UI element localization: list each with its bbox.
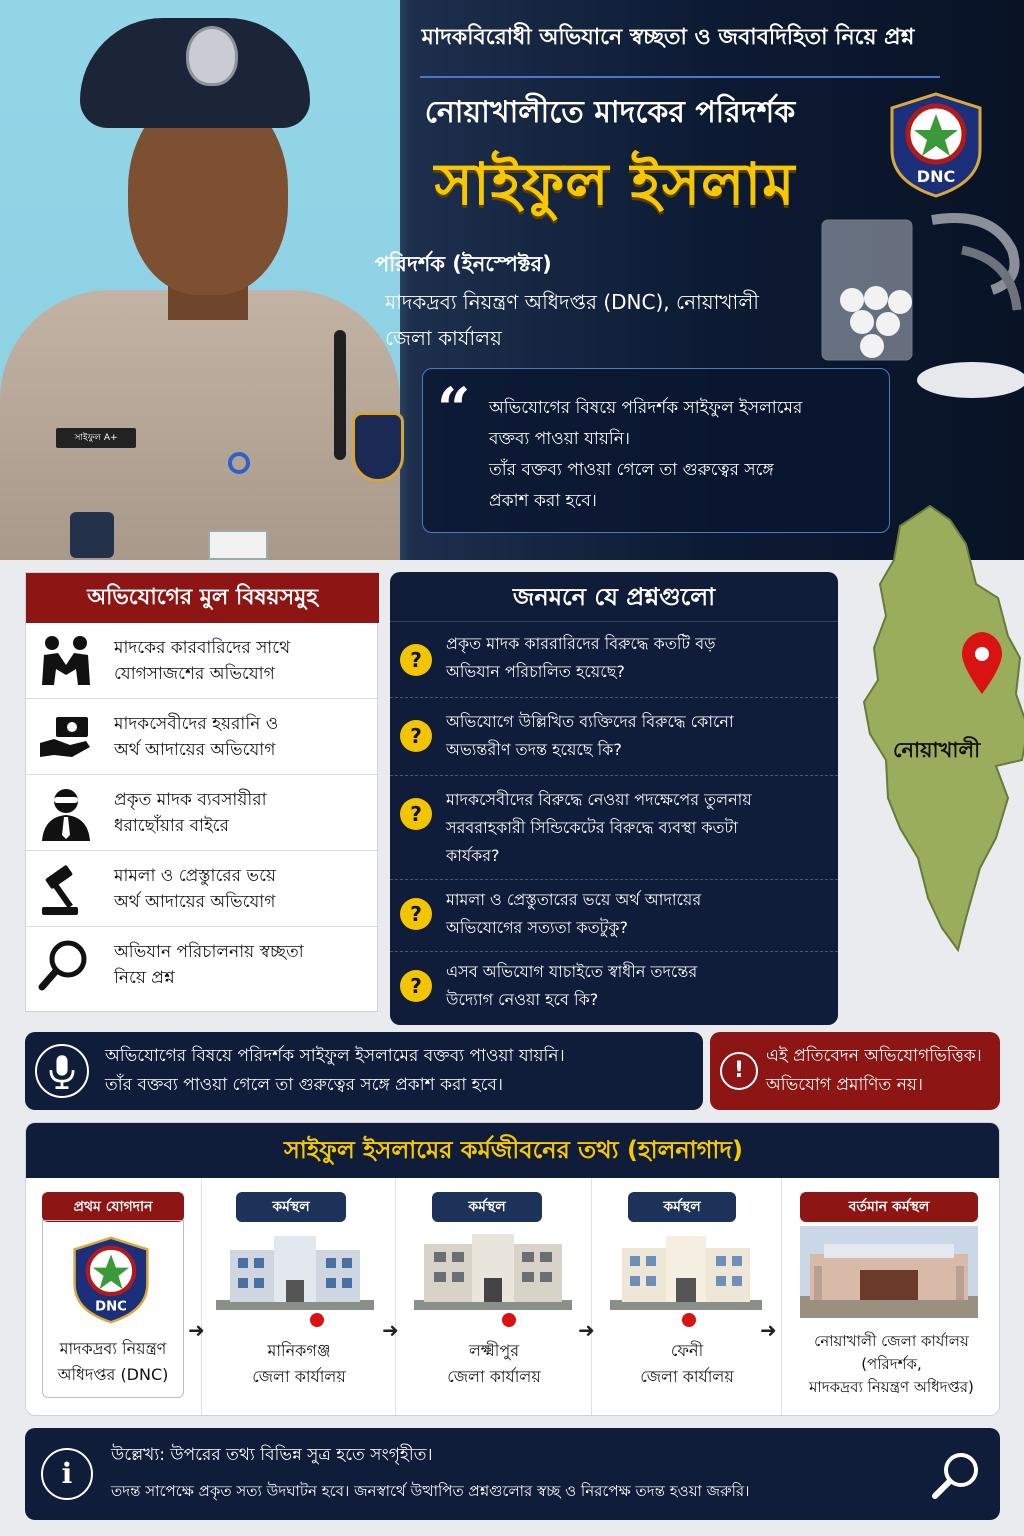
arrow-right-icon: ➜ — [382, 1318, 399, 1342]
career-stage-feni — [592, 1178, 782, 1416]
footer-line-2: তদন্ত সাপেক্ষে প্রকৃত সত্য উদঘাটন হবে। জনস্বার্থে উত্থাপিত প্রশ্নগুলোর স্বচ্ছ ও নিরপেক্ষ তদন্ত হওয়া জরুরি। — [111, 1482, 750, 1500]
disclaimer-text — [766, 1042, 996, 1100]
allegation-item — [26, 927, 379, 1003]
stage-label: প্রথম যোগদান — [42, 1192, 184, 1222]
career-title — [26, 1123, 1000, 1178]
stage-line: জেলা কার্যালয় — [447, 1367, 541, 1386]
allegation-text — [114, 939, 369, 991]
id-card — [208, 530, 268, 560]
disclaimer-line: এই প্রতিবেদন অভিযোগভিত্তিক। — [766, 1046, 982, 1066]
dnc-emblem-icon — [68, 1234, 154, 1326]
stage-line: মাদকদ্রব্য নিয়ন্ত্রণ অধিদপ্তর) — [809, 1378, 974, 1396]
allegation-line: মামলা ও প্রেস্তুারের ভয়ে — [114, 866, 276, 886]
career-stage-manikganj — [202, 1178, 396, 1416]
alert-icon: ! — [720, 1052, 758, 1090]
stage-text — [592, 1338, 782, 1390]
masked-person-icon — [38, 785, 94, 841]
stage-line: ফেনী — [670, 1341, 704, 1360]
career-stage-noakhali-current — [782, 1178, 1000, 1416]
question-line: অভিযোগে উল্লিখিত ব্যক্তিদের বিরুদ্ধে কোনো — [446, 712, 734, 731]
allegation-line: নিয়ে প্রশ্ন — [114, 968, 175, 988]
allegation-line: মাদকের কারবারিদের সাথে — [114, 638, 291, 658]
question-item — [390, 952, 838, 1022]
question-line: অভিযান পরিচালিত হয়েছে? — [446, 662, 625, 681]
question-item — [390, 776, 838, 880]
question-line: সরবরাহকারী সিন্ডিকেটের বিরুদ্ধে ব্যবস্থা কতটা — [446, 818, 738, 837]
question-line: প্রকৃত মাদক কাররারিদের বিরুদ্ধে কতটি বড় — [446, 634, 716, 653]
stage-line: জেলা কার্যালয় — [640, 1367, 734, 1386]
question-icon: ? — [400, 798, 432, 830]
allegation-item — [26, 775, 379, 851]
divider — [420, 76, 940, 78]
statement-quote-box — [422, 368, 890, 533]
arrow-right-icon: ➜ — [188, 1318, 205, 1342]
question-line: অভিযোগের সত্যতা কতটুকু? — [446, 918, 628, 937]
question-item — [390, 880, 838, 952]
handshake-icon — [38, 633, 94, 689]
statement-text — [105, 1042, 695, 1100]
allegation-line: অভিযান পরিচালনায় স্বচ্ছতা — [114, 942, 304, 962]
stage-label: বর্তমান কর্মস্থল — [800, 1192, 978, 1222]
allegations-title: অভিযোগের মুল বিষয়সমুহ — [26, 573, 379, 623]
public-questions-panel — [390, 572, 838, 1025]
allegation-line: যোগসাজশের অভিযোগ — [114, 664, 275, 684]
gavel-icon — [38, 861, 94, 917]
question-line: কার্যকর? — [446, 846, 500, 865]
question-line: এসব অভিযোগ যাচাইতে স্বাধীন তদন্তের — [446, 962, 698, 981]
dnc-emblem-icon — [884, 90, 988, 200]
svg-text:DNC: DNC — [916, 167, 956, 186]
statement-line: তাঁর বক্তব্য পাওয়া গেলে তা গুরুত্বের সঙ্গে প্রকাশ করা হবে। — [105, 1075, 503, 1095]
allegation-item — [26, 851, 379, 927]
officer-department: মাদকদ্রব্য নিয়ন্ত্রণ অধিদপ্তর (DNC), নোয়াখালী — [385, 290, 759, 314]
question-item — [390, 698, 838, 776]
allegation-item — [26, 623, 379, 699]
timeline-dot — [682, 1313, 696, 1327]
officer-name: সাইফুল ইসলাম — [434, 150, 796, 218]
question-line: মামলা ও প্রেস্তুতারের ভয়ে অর্থ আদায়ের — [446, 890, 702, 909]
office-building-image — [610, 1226, 762, 1310]
stage-text — [396, 1338, 592, 1390]
officer-office: জেলা কার্যালয় — [385, 326, 502, 350]
allegation-text — [114, 863, 369, 915]
quote-line: প্রকাশ করা হবে। — [489, 491, 597, 511]
stage-line: লক্ষ্মীপুর — [468, 1341, 520, 1360]
question-text — [446, 786, 830, 870]
allegation-text — [114, 787, 369, 839]
office-building-image — [414, 1226, 572, 1310]
statement-line: অভিযোগের বিষয়ে পরিদর্শক সাইফুল ইসলামের বক্তব্য পাওয়া যায়নি। — [105, 1046, 565, 1066]
stage-line: মানিকগঞ্জ — [267, 1341, 331, 1360]
hero-banner — [0, 0, 1024, 560]
question-icon: ? — [400, 644, 432, 676]
career-timeline — [25, 1122, 1000, 1416]
question-icon: ? — [400, 720, 432, 752]
arrow-right-icon: ➜ — [760, 1318, 777, 1342]
question-line: অভ্যন্তরীণ তদন্ত হয়েছে কি? — [446, 740, 622, 759]
question-icon: ? — [400, 898, 432, 930]
stage-label: কর্মস্থল — [432, 1192, 542, 1222]
question-icon: ? — [400, 970, 432, 1002]
allegation-line: ধরাছোঁয়ার বাইরে — [114, 816, 229, 836]
officer-rank: পরিদর্শক (ইনস্পেক্টর) — [375, 252, 552, 276]
quote-line: অভিযোগের বিষয়ে পরিদর্শক সাইফুল ইসলামের — [489, 398, 803, 418]
hero-subhead: নোয়াখালীতে মাদকের পরিদর্শক — [424, 95, 796, 130]
timeline-dot — [502, 1313, 516, 1327]
stage-text — [782, 1330, 1000, 1399]
allegation-text — [114, 711, 369, 763]
stage-line: অধিদপ্তর (DNC) — [57, 1365, 169, 1384]
stage-label: কর্মস্থল — [628, 1192, 736, 1222]
disclaimer-line: অভিযোগ প্রমাণিত নয়। — [766, 1075, 923, 1095]
dnc-shoulder-patch-icon — [352, 412, 404, 482]
questions-title: জনমনে যে প্রশ্নগুলো — [390, 572, 838, 622]
microphone-icon — [35, 1044, 89, 1098]
allegation-line: মাদকসেবীদের হয়রানি ও — [114, 714, 279, 734]
officer-photo — [0, 0, 400, 560]
question-text — [446, 886, 830, 942]
statement-banner — [25, 1032, 703, 1110]
allegation-line: অর্থ আদায়ের অভিযোগ — [114, 892, 276, 912]
question-text — [446, 708, 830, 764]
career-title-text: সাইফুল ইসলামের কর্মজীবনের তথ্য — [284, 1136, 619, 1164]
quote-line: তাঁর বক্তব্য পাওয়া গেলে তা গুরুত্বের সঙ্গে — [489, 460, 774, 480]
money-hand-icon — [38, 709, 94, 765]
quote-line: বক্তব্য পাওয়া যায়নি। — [489, 429, 630, 449]
svg-text:DNC: DNC — [95, 1299, 127, 1315]
noakhali-office-image — [800, 1226, 978, 1318]
search-icon — [929, 1448, 985, 1504]
disclaimer-banner — [710, 1032, 1000, 1110]
career-stage-first-joining — [26, 1178, 202, 1416]
pocket-badge-icon — [70, 512, 114, 558]
stage-label: কর্মস্থল — [236, 1192, 346, 1222]
uniform-nametag: সাইফুল A+ — [56, 428, 136, 448]
question-text — [446, 958, 830, 1014]
stage-text — [202, 1338, 396, 1390]
question-text — [446, 630, 830, 686]
noakhali-district-map — [858, 498, 1024, 968]
footer-line-1: উল্লেখ্য: উপরের তথ্য বিভিন্ন সুত্র হতে সংগৃহীত। — [111, 1445, 433, 1465]
career-title-suffix: (হালনাগাদ) — [627, 1136, 743, 1164]
arrow-right-icon: ➜ — [578, 1318, 595, 1342]
office-building-image — [216, 1226, 374, 1310]
allegation-item — [26, 699, 379, 775]
career-stage-lakshmipur — [396, 1178, 592, 1416]
quote-text — [489, 393, 879, 517]
allegation-line: অর্থ আদায়ের অভিযোগ — [114, 740, 276, 760]
stage-text — [42, 1336, 184, 1388]
allegation-text — [114, 635, 369, 687]
question-item — [390, 622, 838, 698]
stage-line: (পরিদর্শক, — [861, 1355, 922, 1373]
footer-note — [25, 1428, 1000, 1520]
info-icon: i — [41, 1448, 93, 1500]
shoulder-cord — [334, 330, 346, 460]
quote-icon: “ — [437, 375, 471, 443]
id-badge-reel-icon — [228, 452, 250, 474]
allegation-line: প্রকৃত মাদক ব্যবসায়ীরা — [114, 790, 267, 810]
map-label: নোয়াখালী — [893, 738, 981, 762]
stage-line: নোয়াখালী জেলা কার্যালয় — [814, 1332, 969, 1350]
question-line: মাদকসেবীদের বিরুদ্ধে নেওয়া পদক্ষেপের তুলনায় — [446, 790, 752, 809]
allegations-panel — [25, 572, 378, 1012]
stage-line: মাদকদ্রব্য নিয়ন্ত্রণ — [59, 1339, 167, 1358]
question-line: উদ্যোগ নেওয়া হবে কি? — [446, 990, 599, 1009]
magnifier-icon — [38, 937, 94, 993]
beret-badge-icon — [186, 26, 238, 86]
stage-line: জেলা কার্যালয় — [252, 1367, 346, 1386]
hero-kicker: মাদকবিরোধী অভিযানে স্বচ্ছতা ও জবাবদিহিতা নিয়ে প্রশ্ন — [421, 25, 915, 50]
timeline-dot — [310, 1313, 324, 1327]
